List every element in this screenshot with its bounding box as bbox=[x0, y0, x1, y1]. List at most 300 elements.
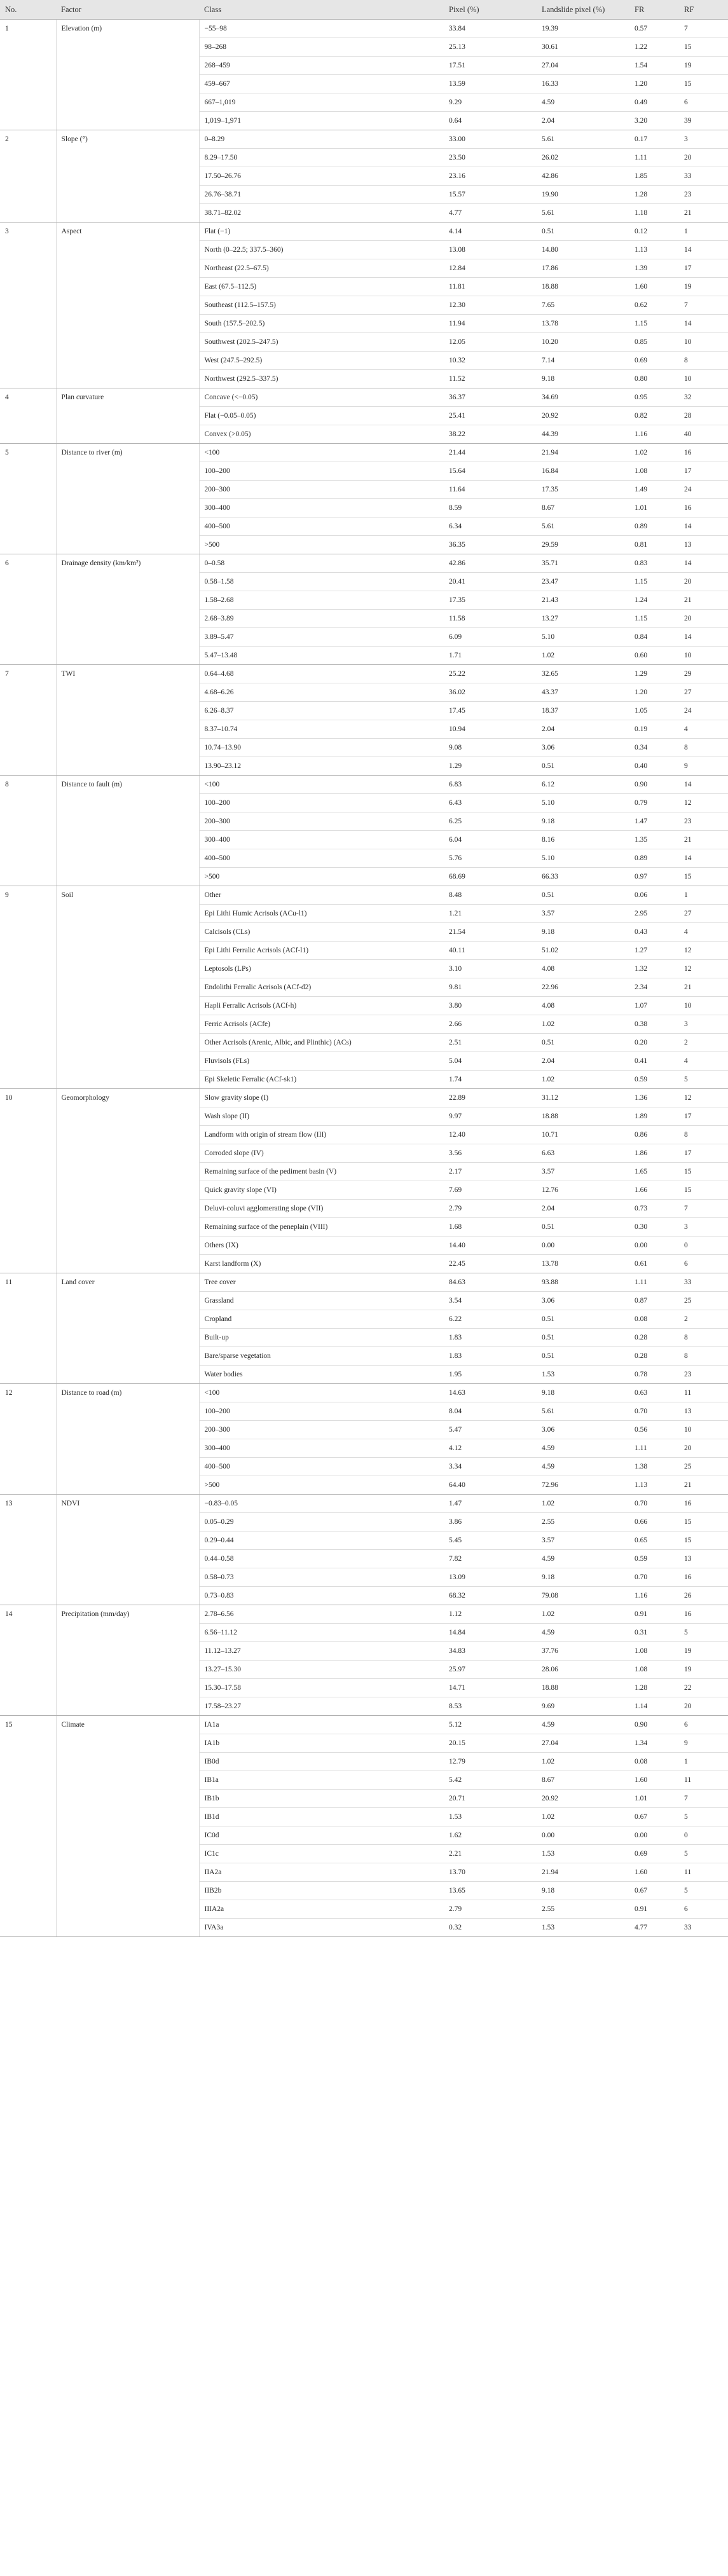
landslide-pixel-cell: 19.90 bbox=[537, 186, 629, 204]
rf-cell: 1 bbox=[679, 886, 728, 905]
class-cell: 0.29–0.44 bbox=[199, 1531, 444, 1550]
pixel-cell: 15.64 bbox=[444, 462, 537, 481]
landslide-pixel-cell: 22.96 bbox=[537, 978, 629, 997]
factor-name-cell: Climate bbox=[56, 1716, 199, 1937]
fr-cell: 1.86 bbox=[629, 1144, 679, 1163]
pixel-cell: 1.83 bbox=[444, 1329, 537, 1347]
fr-cell: 1.08 bbox=[629, 462, 679, 481]
class-cell: IA1b bbox=[199, 1734, 444, 1753]
pixel-cell: 13.08 bbox=[444, 241, 537, 259]
rf-cell: 16 bbox=[679, 1568, 728, 1587]
factor-number-cell: 4 bbox=[0, 388, 56, 444]
rf-cell: 33 bbox=[679, 1919, 728, 1937]
landslide-pixel-cell: 18.88 bbox=[537, 278, 629, 296]
table-row bbox=[0, 20, 728, 38]
pixel-cell: 11.81 bbox=[444, 278, 537, 296]
rf-cell: 15 bbox=[679, 1531, 728, 1550]
landslide-pixel-cell: 21.94 bbox=[537, 1863, 629, 1882]
rf-cell: 6 bbox=[679, 93, 728, 112]
table-row bbox=[0, 223, 728, 241]
pixel-cell: 0.64 bbox=[444, 112, 537, 130]
rf-cell: 20 bbox=[679, 1439, 728, 1458]
landslide-pixel-cell: 8.16 bbox=[537, 831, 629, 849]
fr-cell: 0.91 bbox=[629, 1900, 679, 1919]
pixel-cell: 12.84 bbox=[444, 259, 537, 278]
fr-cell: 0.67 bbox=[629, 1882, 679, 1900]
fr-cell: 0.56 bbox=[629, 1421, 679, 1439]
rf-cell: 0 bbox=[679, 1237, 728, 1255]
factor-name-cell: TWI bbox=[56, 665, 199, 776]
landslide-pixel-cell: 12.76 bbox=[537, 1181, 629, 1200]
pixel-cell: 5.12 bbox=[444, 1716, 537, 1734]
landslide-pixel-cell: 1.02 bbox=[537, 1495, 629, 1513]
class-cell: 100–200 bbox=[199, 1402, 444, 1421]
class-cell: 6.56–11.12 bbox=[199, 1624, 444, 1642]
factor-name-cell: Elevation (m) bbox=[56, 20, 199, 130]
rf-cell: 9 bbox=[679, 757, 728, 776]
rf-cell: 16 bbox=[679, 1605, 728, 1624]
pixel-cell: 9.08 bbox=[444, 739, 537, 757]
class-cell: 11.12–13.27 bbox=[199, 1642, 444, 1661]
class-cell: Tree cover bbox=[199, 1273, 444, 1292]
pixel-cell: 20.71 bbox=[444, 1790, 537, 1808]
pixel-cell: 11.64 bbox=[444, 481, 537, 499]
pixel-cell: 8.53 bbox=[444, 1697, 537, 1716]
class-cell: Other bbox=[199, 886, 444, 905]
factor-number-cell: 3 bbox=[0, 223, 56, 388]
rf-cell: 5 bbox=[679, 1845, 728, 1863]
landslide-pixel-cell: 4.59 bbox=[537, 1458, 629, 1476]
fr-cell: 2.34 bbox=[629, 978, 679, 997]
rf-cell: 8 bbox=[679, 1126, 728, 1144]
factor-number-cell: 1 bbox=[0, 20, 56, 130]
factor-number-cell: 15 bbox=[0, 1716, 56, 1937]
rf-cell: 4 bbox=[679, 720, 728, 739]
class-cell: −55–98 bbox=[199, 20, 444, 38]
fr-cell: 1.89 bbox=[629, 1107, 679, 1126]
class-cell: Slow gravity slope (I) bbox=[199, 1089, 444, 1107]
fr-cell: 0.89 bbox=[629, 517, 679, 536]
landslide-pixel-cell: 1.53 bbox=[537, 1919, 629, 1937]
pixel-cell: 11.58 bbox=[444, 610, 537, 628]
pixel-cell: 14.84 bbox=[444, 1624, 537, 1642]
landslide-pixel-cell: 3.06 bbox=[537, 739, 629, 757]
class-cell: IB0d bbox=[199, 1753, 444, 1771]
class-cell: 300–400 bbox=[199, 499, 444, 517]
rf-cell: 7 bbox=[679, 1200, 728, 1218]
class-cell: 0.05–0.29 bbox=[199, 1513, 444, 1531]
header-fr: FR bbox=[629, 0, 679, 20]
landslide-pixel-cell: 0.51 bbox=[537, 1329, 629, 1347]
landslide-pixel-cell: 9.18 bbox=[537, 923, 629, 942]
landslide-pixel-cell: 28.06 bbox=[537, 1661, 629, 1679]
class-cell: Deluvi-coluvi agglomerating slope (VII) bbox=[199, 1200, 444, 1218]
pixel-cell: 11.52 bbox=[444, 370, 537, 388]
table-row bbox=[0, 1495, 728, 1513]
header-landslide-pixel: Landslide pixel (%) bbox=[537, 0, 629, 20]
class-cell: 98–268 bbox=[199, 38, 444, 57]
pixel-cell: 2.51 bbox=[444, 1034, 537, 1052]
class-cell: >500 bbox=[199, 536, 444, 554]
class-cell: 268–459 bbox=[199, 57, 444, 75]
landslide-pixel-cell: 16.33 bbox=[537, 75, 629, 93]
landslide-pixel-cell: 1.02 bbox=[537, 1808, 629, 1826]
rf-cell: 1 bbox=[679, 223, 728, 241]
rf-cell: 14 bbox=[679, 628, 728, 647]
rf-cell: 8 bbox=[679, 1329, 728, 1347]
landslide-pixel-cell: 93.88 bbox=[537, 1273, 629, 1292]
class-cell: East (67.5–112.5) bbox=[199, 278, 444, 296]
class-cell: Hapli Ferralic Acrisols (ACf-h) bbox=[199, 997, 444, 1015]
rf-cell: 17 bbox=[679, 462, 728, 481]
rf-cell: 11 bbox=[679, 1771, 728, 1790]
class-cell: 667–1,019 bbox=[199, 93, 444, 112]
pixel-cell: 22.89 bbox=[444, 1089, 537, 1107]
landslide-pixel-cell: 5.61 bbox=[537, 130, 629, 149]
factor-name-cell: Distance to river (m) bbox=[56, 444, 199, 554]
pixel-cell: 10.32 bbox=[444, 352, 537, 370]
landslide-pixel-cell: 13.78 bbox=[537, 315, 629, 333]
fr-cell: 0.20 bbox=[629, 1034, 679, 1052]
rf-cell: 0 bbox=[679, 1826, 728, 1845]
fr-cell: 1.08 bbox=[629, 1661, 679, 1679]
pixel-cell: 1.83 bbox=[444, 1347, 537, 1366]
landslide-pixel-cell: 5.61 bbox=[537, 1402, 629, 1421]
fr-cell: 0.49 bbox=[629, 93, 679, 112]
pixel-cell: 17.51 bbox=[444, 57, 537, 75]
class-cell: 13.90–23.12 bbox=[199, 757, 444, 776]
rf-cell: 22 bbox=[679, 1679, 728, 1697]
landslide-pixel-cell: 7.65 bbox=[537, 296, 629, 315]
fr-cell: 0.87 bbox=[629, 1292, 679, 1310]
fr-cell: 0.82 bbox=[629, 407, 679, 425]
fr-cell: 3.20 bbox=[629, 112, 679, 130]
landslide-pixel-cell: 2.55 bbox=[537, 1513, 629, 1531]
fr-cell: 1.01 bbox=[629, 1790, 679, 1808]
fr-cell: 0.67 bbox=[629, 1808, 679, 1826]
pixel-cell: 4.77 bbox=[444, 204, 537, 223]
factor-number-cell: 9 bbox=[0, 886, 56, 1089]
fr-cell: 0.34 bbox=[629, 739, 679, 757]
rf-cell: 4 bbox=[679, 923, 728, 942]
fr-cell: 0.00 bbox=[629, 1826, 679, 1845]
rf-cell: 25 bbox=[679, 1292, 728, 1310]
table-row bbox=[0, 665, 728, 683]
pixel-cell: 13.65 bbox=[444, 1882, 537, 1900]
pixel-cell: 22.45 bbox=[444, 1255, 537, 1273]
pixel-cell: 33.00 bbox=[444, 130, 537, 149]
rf-cell: 20 bbox=[679, 1697, 728, 1716]
pixel-cell: 13.09 bbox=[444, 1568, 537, 1587]
fr-cell: 0.66 bbox=[629, 1513, 679, 1531]
rf-cell: 19 bbox=[679, 1661, 728, 1679]
landslide-pixel-cell: 21.43 bbox=[537, 591, 629, 610]
pixel-cell: 1.47 bbox=[444, 1495, 537, 1513]
fr-cell: 1.02 bbox=[629, 444, 679, 462]
rf-cell: 20 bbox=[679, 149, 728, 167]
rf-cell: 14 bbox=[679, 241, 728, 259]
fr-cell: 1.11 bbox=[629, 1273, 679, 1292]
pixel-cell: 2.79 bbox=[444, 1200, 537, 1218]
table-row bbox=[0, 1273, 728, 1292]
class-cell: 5.47–13.48 bbox=[199, 647, 444, 665]
landslide-pixel-cell: 0.00 bbox=[537, 1237, 629, 1255]
class-cell: 0.73–0.83 bbox=[199, 1587, 444, 1605]
class-cell: 0.64–4.68 bbox=[199, 665, 444, 683]
rf-cell: 15 bbox=[679, 1163, 728, 1181]
rf-cell: 26 bbox=[679, 1587, 728, 1605]
class-cell: Others (IX) bbox=[199, 1237, 444, 1255]
landslide-pixel-cell: 0.51 bbox=[537, 1218, 629, 1237]
landslide-pixel-cell: 3.57 bbox=[537, 1531, 629, 1550]
class-cell: Epi Lithi Ferralic Acrisols (ACf-l1) bbox=[199, 942, 444, 960]
landslide-pixel-cell: 19.39 bbox=[537, 20, 629, 38]
class-cell: >500 bbox=[199, 868, 444, 886]
landslide-pixel-cell: 37.76 bbox=[537, 1642, 629, 1661]
landslide-pixel-cell: 18.37 bbox=[537, 702, 629, 720]
rf-cell: 21 bbox=[679, 591, 728, 610]
rf-cell: 3 bbox=[679, 1015, 728, 1034]
rf-cell: 15 bbox=[679, 75, 728, 93]
rf-cell: 29 bbox=[679, 665, 728, 683]
table-row bbox=[0, 886, 728, 905]
rf-cell: 12 bbox=[679, 942, 728, 960]
fr-cell: 1.16 bbox=[629, 1587, 679, 1605]
rf-cell: 28 bbox=[679, 407, 728, 425]
pixel-cell: 8.04 bbox=[444, 1402, 537, 1421]
rf-cell: 15 bbox=[679, 868, 728, 886]
landslide-pixel-cell: 3.57 bbox=[537, 1163, 629, 1181]
fr-cell: 0.81 bbox=[629, 536, 679, 554]
fr-cell: 1.39 bbox=[629, 259, 679, 278]
rf-cell: 7 bbox=[679, 296, 728, 315]
pixel-cell: 3.86 bbox=[444, 1513, 537, 1531]
landslide-pixel-cell: 1.02 bbox=[537, 1605, 629, 1624]
factor-name-cell: Plan curvature bbox=[56, 388, 199, 444]
landslide-pixel-cell: 34.69 bbox=[537, 388, 629, 407]
pixel-cell: 6.83 bbox=[444, 776, 537, 794]
class-cell: Northeast (22.5–67.5) bbox=[199, 259, 444, 278]
landslide-pixel-cell: 23.47 bbox=[537, 573, 629, 591]
pixel-cell: 7.82 bbox=[444, 1550, 537, 1568]
rf-cell: 14 bbox=[679, 776, 728, 794]
landslide-pixel-cell: 0.51 bbox=[537, 223, 629, 241]
rf-cell: 19 bbox=[679, 57, 728, 75]
class-cell: Remaining surface of the peneplain (VIII) bbox=[199, 1218, 444, 1237]
fr-cell: 1.07 bbox=[629, 997, 679, 1015]
class-cell: 3.89–5.47 bbox=[199, 628, 444, 647]
landslide-pixel-cell: 2.04 bbox=[537, 720, 629, 739]
class-cell: 400–500 bbox=[199, 849, 444, 868]
fr-cell: 0.86 bbox=[629, 1126, 679, 1144]
landslide-pixel-cell: 4.08 bbox=[537, 960, 629, 978]
pixel-cell: 21.44 bbox=[444, 444, 537, 462]
pixel-cell: 12.40 bbox=[444, 1126, 537, 1144]
rf-cell: 14 bbox=[679, 849, 728, 868]
pixel-cell: 2.79 bbox=[444, 1900, 537, 1919]
factor-number-cell: 14 bbox=[0, 1605, 56, 1716]
pixel-cell: 12.79 bbox=[444, 1753, 537, 1771]
factor-number-cell: 2 bbox=[0, 130, 56, 223]
landslide-pixel-cell: 2.04 bbox=[537, 1052, 629, 1071]
class-cell: >500 bbox=[199, 1476, 444, 1495]
class-cell: Southwest (202.5–247.5) bbox=[199, 333, 444, 352]
landslide-pixel-cell: 6.63 bbox=[537, 1144, 629, 1163]
class-cell: Built-up bbox=[199, 1329, 444, 1347]
factor-number-cell: 13 bbox=[0, 1495, 56, 1605]
landslide-pixel-cell: 6.12 bbox=[537, 776, 629, 794]
pixel-cell: 17.45 bbox=[444, 702, 537, 720]
pixel-cell: 1.62 bbox=[444, 1826, 537, 1845]
pixel-cell: 3.34 bbox=[444, 1458, 537, 1476]
fr-cell: 1.60 bbox=[629, 1863, 679, 1882]
class-cell: IA1a bbox=[199, 1716, 444, 1734]
fr-cell: 1.15 bbox=[629, 315, 679, 333]
pixel-cell: 20.41 bbox=[444, 573, 537, 591]
landslide-pixel-cell: 20.92 bbox=[537, 407, 629, 425]
pixel-cell: 25.22 bbox=[444, 665, 537, 683]
class-cell: Leptosols (LPs) bbox=[199, 960, 444, 978]
pixel-cell: 36.02 bbox=[444, 683, 537, 702]
rf-cell: 7 bbox=[679, 1790, 728, 1808]
landslide-pixel-cell: 5.10 bbox=[537, 628, 629, 647]
rf-cell: 20 bbox=[679, 610, 728, 628]
landslide-pixel-cell: 17.86 bbox=[537, 259, 629, 278]
factor-name-cell: Aspect bbox=[56, 223, 199, 388]
rf-cell: 15 bbox=[679, 1181, 728, 1200]
rf-cell: 4 bbox=[679, 1052, 728, 1071]
pixel-cell: 21.54 bbox=[444, 923, 537, 942]
factor-name-cell: Drainage density (km/km²) bbox=[56, 554, 199, 665]
rf-cell: 5 bbox=[679, 1071, 728, 1089]
landslide-pixel-cell: 1.02 bbox=[537, 1015, 629, 1034]
class-cell: Remaining surface of the pediment basin (V) bbox=[199, 1163, 444, 1181]
pixel-cell: 23.16 bbox=[444, 167, 537, 186]
rf-cell: 25 bbox=[679, 1458, 728, 1476]
rf-cell: 19 bbox=[679, 1642, 728, 1661]
fr-cell: 1.66 bbox=[629, 1181, 679, 1200]
factor-name-cell: NDVI bbox=[56, 1495, 199, 1605]
landslide-pixel-cell: 3.06 bbox=[537, 1421, 629, 1439]
table-row bbox=[0, 1716, 728, 1734]
rf-cell: 13 bbox=[679, 1550, 728, 1568]
pixel-cell: 34.83 bbox=[444, 1642, 537, 1661]
pixel-cell: 5.45 bbox=[444, 1531, 537, 1550]
pixel-cell: 1.21 bbox=[444, 905, 537, 923]
pixel-cell: 15.57 bbox=[444, 186, 537, 204]
class-cell: 400–500 bbox=[199, 517, 444, 536]
fr-cell: 0.19 bbox=[629, 720, 679, 739]
class-cell: <100 bbox=[199, 776, 444, 794]
class-cell: Epi Lithi Humic Acrisols (ACu-l1) bbox=[199, 905, 444, 923]
pixel-cell: 1.71 bbox=[444, 647, 537, 665]
pixel-cell: 5.42 bbox=[444, 1771, 537, 1790]
rf-cell: 8 bbox=[679, 352, 728, 370]
rf-cell: 5 bbox=[679, 1624, 728, 1642]
factor-name-cell: Land cover bbox=[56, 1273, 199, 1384]
class-cell: <100 bbox=[199, 444, 444, 462]
pixel-cell: 68.32 bbox=[444, 1587, 537, 1605]
class-cell: Northwest (292.5–337.5) bbox=[199, 370, 444, 388]
pixel-cell: 36.35 bbox=[444, 536, 537, 554]
factor-name-cell: Slope (°) bbox=[56, 130, 199, 223]
landslide-pixel-cell: 18.88 bbox=[537, 1107, 629, 1126]
pixel-cell: 6.34 bbox=[444, 517, 537, 536]
fr-cell: 0.95 bbox=[629, 388, 679, 407]
landslide-pixel-cell: 4.59 bbox=[537, 1550, 629, 1568]
rf-cell: 5 bbox=[679, 1882, 728, 1900]
class-cell: 4.68–6.26 bbox=[199, 683, 444, 702]
rf-cell: 17 bbox=[679, 259, 728, 278]
landslide-pixel-cell: 2.04 bbox=[537, 1200, 629, 1218]
landslide-pixel-cell: 18.88 bbox=[537, 1679, 629, 1697]
class-cell: South (157.5–202.5) bbox=[199, 315, 444, 333]
factor-number-cell: 12 bbox=[0, 1384, 56, 1495]
fr-cell: 0.78 bbox=[629, 1366, 679, 1384]
landslide-pixel-cell: 5.10 bbox=[537, 849, 629, 868]
landslide-pixel-cell: 9.18 bbox=[537, 1384, 629, 1402]
rf-cell: 17 bbox=[679, 1144, 728, 1163]
fr-cell: 1.20 bbox=[629, 75, 679, 93]
pixel-cell: 1.29 bbox=[444, 757, 537, 776]
class-cell: Grassland bbox=[199, 1292, 444, 1310]
landslide-pixel-cell: 4.59 bbox=[537, 93, 629, 112]
landslide-pixel-cell: 5.10 bbox=[537, 794, 629, 812]
factor-name-cell: Distance to fault (m) bbox=[56, 776, 199, 886]
pixel-cell: 11.94 bbox=[444, 315, 537, 333]
landslide-pixel-cell: 27.04 bbox=[537, 1734, 629, 1753]
landslide-pixel-cell: 26.02 bbox=[537, 149, 629, 167]
pixel-cell: 17.35 bbox=[444, 591, 537, 610]
class-cell: Bare/sparse vegetation bbox=[199, 1347, 444, 1366]
pixel-cell: 68.69 bbox=[444, 868, 537, 886]
fr-cell: 1.49 bbox=[629, 481, 679, 499]
class-cell: Calcisols (CLs) bbox=[199, 923, 444, 942]
pixel-cell: 1.95 bbox=[444, 1366, 537, 1384]
rf-cell: 23 bbox=[679, 812, 728, 831]
landslide-pixel-cell: 9.18 bbox=[537, 1568, 629, 1587]
rf-cell: 21 bbox=[679, 204, 728, 223]
factor-number-cell: 7 bbox=[0, 665, 56, 776]
rf-cell: 15 bbox=[679, 38, 728, 57]
rf-cell: 11 bbox=[679, 1384, 728, 1402]
rf-cell: 13 bbox=[679, 536, 728, 554]
class-cell: Landform with origin of stream flow (III) bbox=[199, 1126, 444, 1144]
pixel-cell: 0.32 bbox=[444, 1919, 537, 1937]
class-cell: 13.27–15.30 bbox=[199, 1661, 444, 1679]
pixel-cell: 13.70 bbox=[444, 1863, 537, 1882]
pixel-cell: 25.97 bbox=[444, 1661, 537, 1679]
landslide-pixel-cell: 7.14 bbox=[537, 352, 629, 370]
pixel-cell: 6.43 bbox=[444, 794, 537, 812]
pixel-cell: 20.15 bbox=[444, 1734, 537, 1753]
rf-cell: 8 bbox=[679, 739, 728, 757]
fr-cell: 0.84 bbox=[629, 628, 679, 647]
pixel-cell: 12.05 bbox=[444, 333, 537, 352]
rf-cell: 20 bbox=[679, 573, 728, 591]
rf-cell: 14 bbox=[679, 517, 728, 536]
fr-cell: 1.28 bbox=[629, 186, 679, 204]
factor-name-cell: Distance to road (m) bbox=[56, 1384, 199, 1495]
header-class: Class bbox=[199, 0, 444, 20]
fr-cell: 0.60 bbox=[629, 647, 679, 665]
table-row bbox=[0, 1384, 728, 1402]
fr-cell: 1.24 bbox=[629, 591, 679, 610]
rf-cell: 33 bbox=[679, 167, 728, 186]
pixel-cell: 5.47 bbox=[444, 1421, 537, 1439]
pixel-cell: 12.30 bbox=[444, 296, 537, 315]
pixel-cell: 14.63 bbox=[444, 1384, 537, 1402]
